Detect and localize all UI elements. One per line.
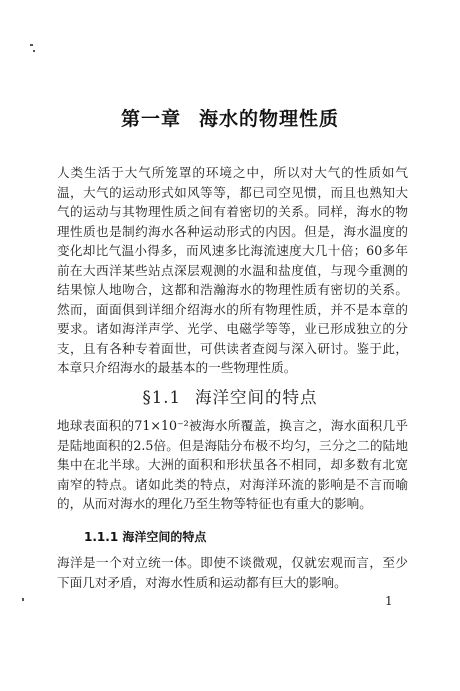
section-paragraph: 地球表面积的71×10⁻²被海水所覆盖，换言之，海水面积几乎是陆地面积的2.5倍。但是海陆分布极不均匀，三分之二的陆地集中在北半球。大洲的面积和形状虽各不相同，却多数有北宽南窄的特点。诸如此类的特点，对海洋环流的影响是不言而喻的，从而对海水的理化乃至生物等特征也有重大的影响。 [57, 418, 408, 511]
page-number: 1 [385, 594, 393, 608]
section-number: §1.1 [142, 388, 181, 407]
intro-paragraph: 人类生活于大气所笼罩的环境之中，所以对大气的性质如气温，大气的运动形式如风等等，都已司空见惯，而且也熟知大气的运动与其物理性质之间有着密切的关系。同样，海水的物理性质也是制约海水各种运动形式的内因。但是，海水温度的变化却比气温小得多，而风速多比海流速度大几十倍；60多年前在大西洋某些站点深层观测的水温和盐度值，与现今重测的结果惊人地吻合，这都和浩瀚海水的物理性质有密切的关系。然而，面面俱到详细介绍海水的所有物理性质，并不是本章的要求。诸如海洋声学、光学、电磁学等等，业已形成独立的分支，且有各种专着面世，可供读者查阅与深入研讨。鉴于此，本章只介绍海水的最基本的一些物理性质。 [57, 165, 408, 375]
subsection-heading: 1.1.1 海洋空间的特点 [84, 530, 207, 544]
scan-speck [33, 50, 35, 52]
scan-speck [22, 598, 24, 601]
section-heading [0, 384, 460, 408]
chapter-name: 海水的物理性质 [199, 108, 340, 130]
scan-speck [30, 44, 33, 46]
chapter-number: 第一章 [120, 108, 181, 130]
section-title: 海洋空间的特点 [195, 388, 318, 407]
subsection-paragraph: 海洋是一个对立统一体。即使不谈微观，仅就宏观而言，至少下面几对矛盾，对海水性质和运动都有巨大的影响。 [57, 555, 408, 590]
chapter-title [0, 104, 460, 131]
